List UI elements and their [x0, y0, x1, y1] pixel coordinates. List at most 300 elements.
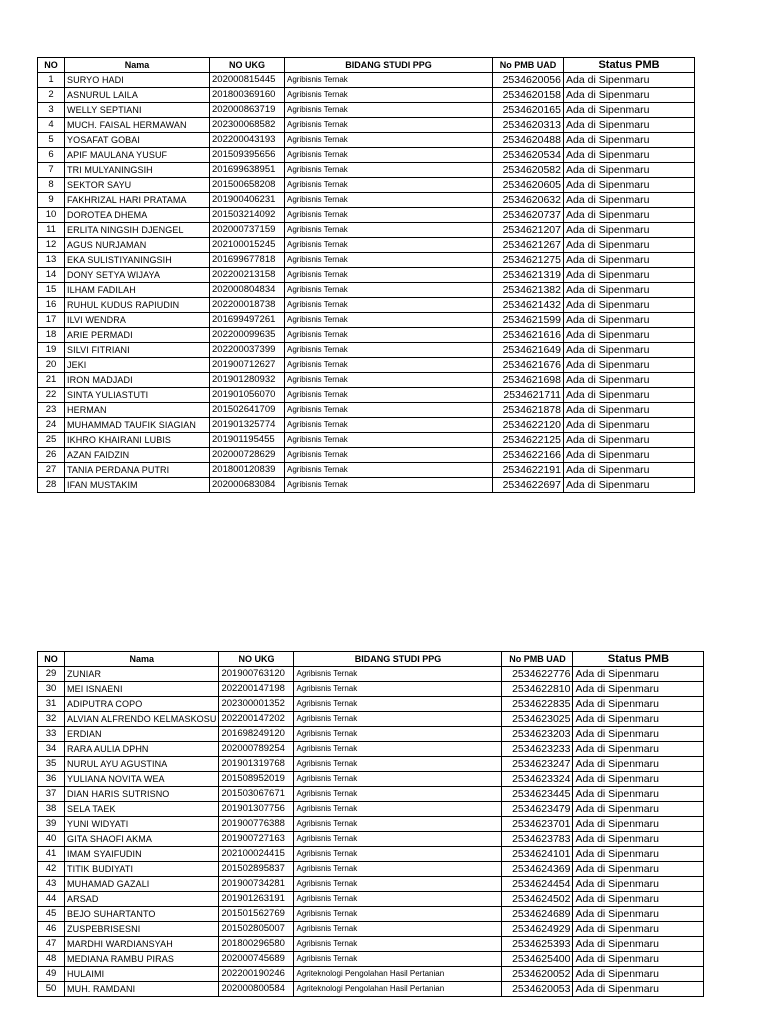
cell-no-pmb: 2534624454 — [502, 877, 573, 892]
cell-no: 19 — [38, 343, 65, 358]
table-row — [38, 433, 695, 448]
cell-no-ukg: 202200147198 — [219, 682, 294, 697]
cell-status-pmb: Ada di Sipenmaru — [564, 448, 695, 463]
cell-no-ukg: 202200190246 — [219, 967, 294, 982]
table-row — [38, 952, 704, 967]
cell-no: 34 — [38, 742, 65, 757]
cell-no: 50 — [38, 982, 65, 997]
cell-status-pmb: Ada di Sipenmaru — [573, 862, 704, 877]
table-row — [38, 238, 695, 253]
cell-bidang-studi: Agriteknologi Pengolahan Hasil Pertanian — [294, 967, 502, 982]
cell-no-pmb: 2534624929 — [502, 922, 573, 937]
table-row — [38, 787, 704, 802]
cell-nama: GITA SHAOFI AKMA — [65, 832, 219, 847]
cell-no: 26 — [38, 448, 65, 463]
table-row — [38, 937, 704, 952]
table-row — [38, 757, 704, 772]
cell-bidang-studi: Agribisnis Ternak — [285, 103, 493, 118]
cell-status-pmb: Ada di Sipenmaru — [564, 373, 695, 388]
cell-no-ukg: 201503067671 — [219, 787, 294, 802]
cell-no-ukg: 202200043193 — [210, 133, 285, 148]
cell-no: 10 — [38, 208, 65, 223]
cell-no-ukg: 201698249120 — [219, 727, 294, 742]
cell-no-ukg: 202100024415 — [219, 847, 294, 862]
cell-nama: MUHAMMAD TAUFIK SIAGIAN — [65, 418, 210, 433]
cell-bidang-studi: Agribisnis Ternak — [294, 787, 502, 802]
cell-bidang-studi: Agribisnis Ternak — [285, 238, 493, 253]
table-row — [38, 682, 704, 697]
cell-no: 38 — [38, 802, 65, 817]
cell-status-pmb: Ada di Sipenmaru — [573, 682, 704, 697]
cell-status-pmb: Ada di Sipenmaru — [564, 313, 695, 328]
cell-bidang-studi: Agribisnis Ternak — [294, 892, 502, 907]
cell-no-ukg: 201901319768 — [219, 757, 294, 772]
cell-no: 31 — [38, 697, 65, 712]
cell-no-pmb: 2534623247 — [502, 757, 573, 772]
table-row — [38, 448, 695, 463]
cell-no-pmb: 2534621616 — [493, 328, 564, 343]
cell-bidang-studi: Agribisnis Ternak — [285, 298, 493, 313]
cell-status-pmb: Ada di Sipenmaru — [564, 178, 695, 193]
cell-no: 20 — [38, 358, 65, 373]
cell-no: 2 — [38, 88, 65, 103]
cell-no-ukg: 202200018738 — [210, 298, 285, 313]
table-row — [38, 712, 704, 727]
header-no: NO — [38, 652, 65, 667]
cell-no-ukg: 202000789254 — [219, 742, 294, 757]
cell-bidang-studi: Agribisnis Ternak — [285, 223, 493, 238]
cell-bidang-studi: Agribisnis Ternak — [285, 448, 493, 463]
cell-bidang-studi: Agribisnis Ternak — [294, 667, 502, 682]
cell-nama: ALVIAN ALFRENDO KELMASKOSU — [65, 712, 219, 727]
cell-no: 7 — [38, 163, 65, 178]
table-row — [38, 358, 695, 373]
cell-no: 49 — [38, 967, 65, 982]
cell-no: 36 — [38, 772, 65, 787]
cell-status-pmb: Ada di Sipenmaru — [564, 238, 695, 253]
cell-no: 25 — [38, 433, 65, 448]
cell-no-ukg: 201900776388 — [219, 817, 294, 832]
header-no: NO — [38, 58, 65, 73]
cell-status-pmb: Ada di Sipenmaru — [564, 298, 695, 313]
cell-no-ukg: 201901056070 — [210, 388, 285, 403]
cell-nama: MEDIANA RAMBU PIRAS — [65, 952, 219, 967]
cell-nama: ERLITA NINGSIH DJENGEL — [65, 223, 210, 238]
table-row — [38, 697, 704, 712]
cell-bidang-studi: Agribisnis Ternak — [294, 712, 502, 727]
cell-no-ukg: 202000815445 — [210, 73, 285, 88]
cell-nama: BEJO SUHARTANTO — [65, 907, 219, 922]
table-header-row — [38, 652, 704, 667]
table-row — [38, 862, 704, 877]
cell-no-pmb: 2534620582 — [493, 163, 564, 178]
cell-no: 41 — [38, 847, 65, 862]
cell-nama: IKHRO KHAIRANI LUBIS — [65, 433, 210, 448]
cell-bidang-studi: Agribisnis Ternak — [285, 178, 493, 193]
cell-no: 15 — [38, 283, 65, 298]
cell-no: 23 — [38, 403, 65, 418]
cell-bidang-studi: Agribisnis Ternak — [294, 682, 502, 697]
cell-status-pmb: Ada di Sipenmaru — [573, 727, 704, 742]
cell-no-pmb: 2534624101 — [502, 847, 573, 862]
cell-bidang-studi: Agribisnis Ternak — [294, 832, 502, 847]
cell-status-pmb: Ada di Sipenmaru — [573, 877, 704, 892]
cell-no-ukg: 201800369160 — [210, 88, 285, 103]
cell-no-ukg: 201699677818 — [210, 253, 285, 268]
cell-no-pmb: 2534621878 — [493, 403, 564, 418]
table-row — [38, 667, 704, 682]
cell-no-ukg: 202200037399 — [210, 343, 285, 358]
header-no-ukg: NO UKG — [210, 58, 285, 73]
table-row — [38, 253, 695, 268]
cell-status-pmb: Ada di Sipenmaru — [573, 697, 704, 712]
table-row — [38, 982, 704, 997]
cell-no-pmb: 2534622191 — [493, 463, 564, 478]
cell-status-pmb: Ada di Sipenmaru — [564, 253, 695, 268]
cell-no-pmb: 2534620052 — [502, 967, 573, 982]
cell-status-pmb: Ada di Sipenmaru — [564, 403, 695, 418]
cell-no-ukg: 201800120839 — [210, 463, 285, 478]
cell-status-pmb: Ada di Sipenmaru — [573, 772, 704, 787]
table-row — [38, 388, 695, 403]
cell-status-pmb: Ada di Sipenmaru — [573, 892, 704, 907]
cell-no-ukg: 201508952019 — [219, 772, 294, 787]
cell-status-pmb: Ada di Sipenmaru — [573, 847, 704, 862]
table-row — [38, 208, 695, 223]
cell-bidang-studi: Agribisnis Ternak — [285, 328, 493, 343]
cell-status-pmb: Ada di Sipenmaru — [564, 463, 695, 478]
cell-bidang-studi: Agribisnis Ternak — [294, 862, 502, 877]
cell-nama: RUHUL KUDUS RAPIUDIN — [65, 298, 210, 313]
cell-nama: MARDHI WARDIANSYAH — [65, 937, 219, 952]
cell-status-pmb: Ada di Sipenmaru — [573, 937, 704, 952]
cell-no-ukg: 201900727163 — [219, 832, 294, 847]
cell-no-ukg: 201900734281 — [219, 877, 294, 892]
cell-no-pmb: 2534620165 — [493, 103, 564, 118]
cell-bidang-studi: Agribisnis Ternak — [294, 772, 502, 787]
cell-no: 9 — [38, 193, 65, 208]
table-row — [38, 73, 695, 88]
cell-no-ukg: 201800296580 — [219, 937, 294, 952]
cell-bidang-studi: Agribisnis Ternak — [294, 952, 502, 967]
cell-bidang-studi: Agribisnis Ternak — [294, 757, 502, 772]
cell-no: 42 — [38, 862, 65, 877]
cell-nama: ERDIAN — [65, 727, 219, 742]
cell-no-pmb: 2534620053 — [502, 982, 573, 997]
cell-no-ukg: 201901195455 — [210, 433, 285, 448]
header-no-pmb: No PMB UAD — [502, 652, 573, 667]
cell-no-pmb: 2534621711 — [493, 388, 564, 403]
cell-no: 22 — [38, 388, 65, 403]
cell-nama: WELLY SEPTIANI — [65, 103, 210, 118]
table-row — [38, 178, 695, 193]
cell-no-pmb: 2534622120 — [493, 418, 564, 433]
cell-bidang-studi: Agribisnis Ternak — [294, 847, 502, 862]
cell-nama: SURYO HADI — [65, 73, 210, 88]
table-header-row — [38, 58, 695, 73]
cell-no-ukg: 201901280932 — [210, 373, 285, 388]
cell-status-pmb: Ada di Sipenmaru — [573, 817, 704, 832]
participants-table-1 — [37, 57, 695, 493]
cell-bidang-studi: Agribisnis Ternak — [285, 163, 493, 178]
cell-status-pmb: Ada di Sipenmaru — [564, 103, 695, 118]
cell-no-pmb: 2534622810 — [502, 682, 573, 697]
cell-bidang-studi: Agribisnis Ternak — [285, 433, 493, 448]
cell-nama: MEI ISNAENI — [65, 682, 219, 697]
cell-no-pmb: 2534621207 — [493, 223, 564, 238]
cell-nama: AGUS NURJAMAN — [65, 238, 210, 253]
table-body-1 — [38, 73, 695, 493]
cell-bidang-studi: Agribisnis Ternak — [294, 742, 502, 757]
cell-nama: ASNURUL LAILA — [65, 88, 210, 103]
cell-no: 40 — [38, 832, 65, 847]
cell-status-pmb: Ada di Sipenmaru — [564, 73, 695, 88]
cell-no: 1 — [38, 73, 65, 88]
cell-nama: AZAN FAIDZIN — [65, 448, 210, 463]
cell-status-pmb: Ada di Sipenmaru — [564, 478, 695, 493]
cell-bidang-studi: Agribisnis Ternak — [294, 922, 502, 937]
cell-bidang-studi: Agribisnis Ternak — [285, 73, 493, 88]
cell-no: 27 — [38, 463, 65, 478]
cell-bidang-studi: Agribisnis Ternak — [285, 148, 493, 163]
table-row — [38, 817, 704, 832]
cell-nama: EKA SULISTIYANINGSIH — [65, 253, 210, 268]
cell-nama: JEKI — [65, 358, 210, 373]
cell-no-pmb: 2534623025 — [502, 712, 573, 727]
table-row — [38, 772, 704, 787]
cell-no-pmb: 2534621676 — [493, 358, 564, 373]
cell-bidang-studi: Agribisnis Ternak — [294, 802, 502, 817]
table-row — [38, 223, 695, 238]
cell-no: 46 — [38, 922, 65, 937]
cell-status-pmb: Ada di Sipenmaru — [573, 907, 704, 922]
cell-status-pmb: Ada di Sipenmaru — [573, 982, 704, 997]
cell-status-pmb: Ada di Sipenmaru — [564, 118, 695, 133]
cell-status-pmb: Ada di Sipenmaru — [564, 328, 695, 343]
cell-no: 8 — [38, 178, 65, 193]
cell-no-pmb: 2534624689 — [502, 907, 573, 922]
cell-no-ukg: 201901263191 — [219, 892, 294, 907]
cell-bidang-studi: Agribisnis Ternak — [285, 313, 493, 328]
cell-status-pmb: Ada di Sipenmaru — [564, 148, 695, 163]
cell-no-ukg: 202000745689 — [219, 952, 294, 967]
cell-no-pmb: 2534623233 — [502, 742, 573, 757]
cell-no-ukg: 201699638951 — [210, 163, 285, 178]
cell-no-ukg: 201502895837 — [219, 862, 294, 877]
cell-no-pmb: 2534621649 — [493, 343, 564, 358]
cell-no: 17 — [38, 313, 65, 328]
cell-status-pmb: Ada di Sipenmaru — [564, 133, 695, 148]
cell-nama: DONY SETYA WIJAYA — [65, 268, 210, 283]
cell-no-pmb: 2534623783 — [502, 832, 573, 847]
table-row — [38, 268, 695, 283]
cell-status-pmb: Ada di Sipenmaru — [564, 343, 695, 358]
table-row — [38, 118, 695, 133]
cell-no: 28 — [38, 478, 65, 493]
cell-status-pmb: Ada di Sipenmaru — [564, 283, 695, 298]
cell-no: 39 — [38, 817, 65, 832]
cell-nama: YOSAFAT GOBAI — [65, 133, 210, 148]
table-row — [38, 832, 704, 847]
cell-bidang-studi: Agribisnis Ternak — [285, 418, 493, 433]
cell-status-pmb: Ada di Sipenmaru — [573, 787, 704, 802]
cell-no-pmb: 2534622835 — [502, 697, 573, 712]
cell-no-pmb: 2534621319 — [493, 268, 564, 283]
cell-no-pmb: 2534623701 — [502, 817, 573, 832]
table-row — [38, 193, 695, 208]
cell-bidang-studi: Agribisnis Ternak — [285, 283, 493, 298]
cell-no-pmb: 2534621432 — [493, 298, 564, 313]
cell-nama: TRI MULYANINGSIH — [65, 163, 210, 178]
cell-no-pmb: 2534620056 — [493, 73, 564, 88]
cell-no-pmb: 2534620158 — [493, 88, 564, 103]
cell-no-ukg: 201502641709 — [210, 403, 285, 418]
cell-no: 29 — [38, 667, 65, 682]
cell-no-pmb: 2534621382 — [493, 283, 564, 298]
cell-no: 18 — [38, 328, 65, 343]
cell-nama: HULAIMI — [65, 967, 219, 982]
cell-nama: IFAN MUSTAKIM — [65, 478, 210, 493]
cell-no-pmb: 2534620534 — [493, 148, 564, 163]
header-nama: Nama — [65, 58, 210, 73]
cell-status-pmb: Ada di Sipenmaru — [573, 967, 704, 982]
cell-no-pmb: 2534622125 — [493, 433, 564, 448]
cell-no-ukg: 202000737159 — [210, 223, 285, 238]
cell-bidang-studi: Agribisnis Ternak — [285, 253, 493, 268]
cell-no-ukg: 201699497261 — [210, 313, 285, 328]
cell-nama: ZUSPEBRISESNI — [65, 922, 219, 937]
cell-nama: FAKHRIZAL HARI PRATAMA — [65, 193, 210, 208]
cell-status-pmb: Ada di Sipenmaru — [573, 952, 704, 967]
table-row — [38, 742, 704, 757]
participants-table-2 — [37, 651, 704, 997]
table-row — [38, 847, 704, 862]
header-no-ukg: NO UKG — [219, 652, 294, 667]
cell-status-pmb: Ada di Sipenmaru — [564, 358, 695, 373]
header-bidang-studi: BIDANG STUDI PPG — [294, 652, 502, 667]
cell-bidang-studi: Agribisnis Ternak — [285, 133, 493, 148]
cell-no-ukg: 202200147202 — [219, 712, 294, 727]
header-status-pmb: Status PMB — [573, 652, 704, 667]
cell-bidang-studi: Agribisnis Ternak — [285, 343, 493, 358]
cell-no-pmb: 2534624502 — [502, 892, 573, 907]
table-row — [38, 103, 695, 118]
cell-no-ukg: 201501562769 — [219, 907, 294, 922]
table-row — [38, 877, 704, 892]
cell-no: 48 — [38, 952, 65, 967]
cell-bidang-studi: Agribisnis Ternak — [285, 88, 493, 103]
cell-no: 12 — [38, 238, 65, 253]
cell-nama: IRON MADJADI — [65, 373, 210, 388]
cell-bidang-studi: Agribisnis Ternak — [285, 373, 493, 388]
cell-no-ukg: 201901307756 — [219, 802, 294, 817]
cell-bidang-studi: Agribisnis Ternak — [285, 403, 493, 418]
cell-bidang-studi: Agribisnis Ternak — [294, 817, 502, 832]
cell-no: 11 — [38, 223, 65, 238]
table-row — [38, 133, 695, 148]
cell-status-pmb: Ada di Sipenmaru — [564, 388, 695, 403]
table-row — [38, 298, 695, 313]
cell-no-pmb: 2534622776 — [502, 667, 573, 682]
cell-nama: ILVI WENDRA — [65, 313, 210, 328]
cell-nama: NURUL AYU AGUSTINA — [65, 757, 219, 772]
cell-status-pmb: Ada di Sipenmaru — [573, 802, 704, 817]
cell-nama: IMAM SYAIFUDIN — [65, 847, 219, 862]
cell-status-pmb: Ada di Sipenmaru — [573, 712, 704, 727]
cell-no-pmb: 2534625393 — [502, 937, 573, 952]
cell-status-pmb: Ada di Sipenmaru — [564, 433, 695, 448]
table-row — [38, 343, 695, 358]
cell-status-pmb: Ada di Sipenmaru — [564, 223, 695, 238]
header-bidang-studi: BIDANG STUDI PPG — [285, 58, 493, 73]
cell-bidang-studi: Agriteknologi Pengolahan Hasil Pertanian — [294, 982, 502, 997]
cell-status-pmb: Ada di Sipenmaru — [564, 268, 695, 283]
cell-nama: SINTA YULIASTUTI — [65, 388, 210, 403]
cell-no-pmb: 2534622697 — [493, 478, 564, 493]
cell-bidang-studi: Agribisnis Ternak — [294, 877, 502, 892]
cell-nama: DOROTEA DHEMA — [65, 208, 210, 223]
cell-no: 5 — [38, 133, 65, 148]
cell-no: 4 — [38, 118, 65, 133]
cell-no-ukg: 201503214092 — [210, 208, 285, 223]
cell-no-pmb: 2534624369 — [502, 862, 573, 877]
cell-bidang-studi: Agribisnis Ternak — [285, 388, 493, 403]
table-row — [38, 967, 704, 982]
table-row — [38, 418, 695, 433]
cell-nama: APIF MAULANA YUSUF — [65, 148, 210, 163]
cell-nama: DIAN HARIS SUTRISNO — [65, 787, 219, 802]
cell-no-ukg: 201900406231 — [210, 193, 285, 208]
cell-no-pmb: 2534625400 — [502, 952, 573, 967]
cell-no-pmb: 2534620737 — [493, 208, 564, 223]
cell-nama: HERMAN — [65, 403, 210, 418]
cell-no-ukg: 202100015245 — [210, 238, 285, 253]
cell-no-pmb: 2534623479 — [502, 802, 573, 817]
cell-no-ukg: 201502805007 — [219, 922, 294, 937]
table-row — [38, 802, 704, 817]
cell-nama: ARIE PERMADI — [65, 328, 210, 343]
cell-nama: MUHAMAD GAZALI — [65, 877, 219, 892]
cell-nama: ZUNIAR — [65, 667, 219, 682]
cell-no-ukg: 202300001352 — [219, 697, 294, 712]
table-row — [38, 148, 695, 163]
table-row — [38, 463, 695, 478]
cell-no-ukg: 202000800584 — [219, 982, 294, 997]
cell-no: 37 — [38, 787, 65, 802]
table-row — [38, 478, 695, 493]
cell-bidang-studi: Agribisnis Ternak — [294, 937, 502, 952]
header-nama: Nama — [65, 652, 219, 667]
cell-bidang-studi: Agribisnis Ternak — [285, 463, 493, 478]
table-row — [38, 163, 695, 178]
cell-bidang-studi: Agribisnis Ternak — [285, 193, 493, 208]
cell-status-pmb: Ada di Sipenmaru — [564, 163, 695, 178]
cell-status-pmb: Ada di Sipenmaru — [573, 832, 704, 847]
table-row — [38, 373, 695, 388]
cell-nama: SEKTOR SAYU — [65, 178, 210, 193]
cell-no-ukg: 201900763120 — [219, 667, 294, 682]
cell-bidang-studi: Agribisnis Ternak — [285, 118, 493, 133]
cell-no-pmb: 2534620488 — [493, 133, 564, 148]
cell-no-pmb: 2534620632 — [493, 193, 564, 208]
table-row — [38, 727, 704, 742]
cell-status-pmb: Ada di Sipenmaru — [564, 418, 695, 433]
table-row — [38, 892, 704, 907]
cell-no: 6 — [38, 148, 65, 163]
cell-no: 44 — [38, 892, 65, 907]
cell-no-ukg: 201900712627 — [210, 358, 285, 373]
cell-no-ukg: 201509395656 — [210, 148, 285, 163]
